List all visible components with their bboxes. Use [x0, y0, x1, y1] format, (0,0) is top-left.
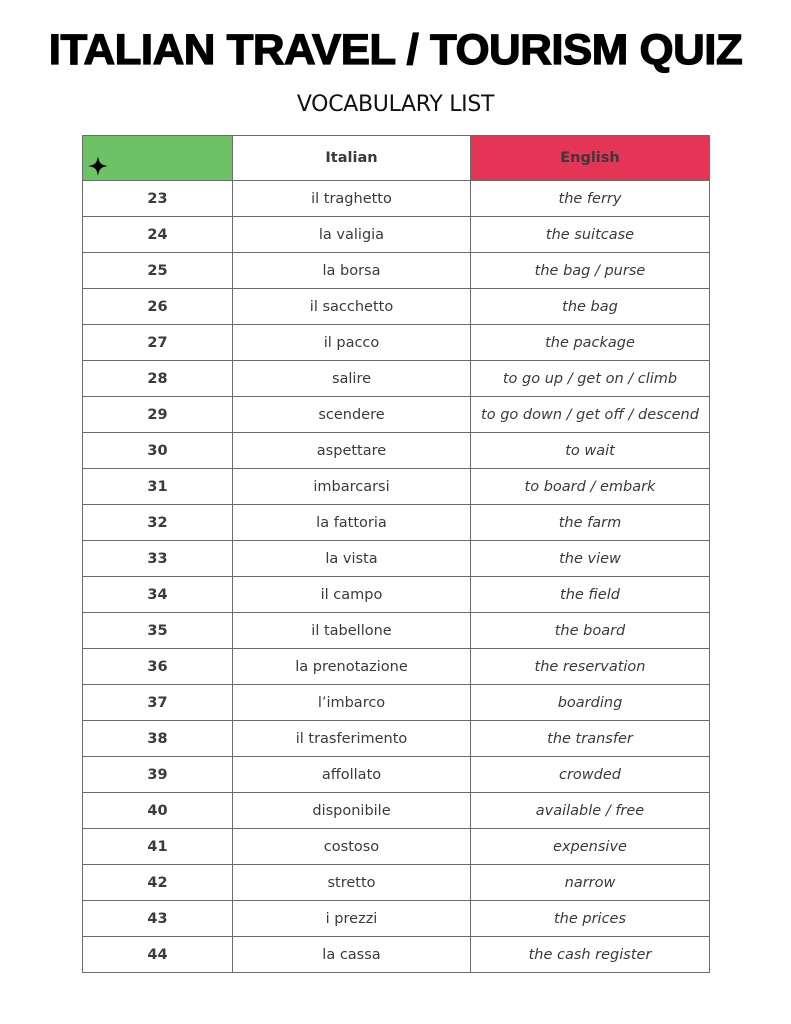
- row-number: 43: [83, 901, 233, 937]
- english-translation: to go up / get on / climb: [471, 361, 710, 397]
- english-translation: the board: [471, 613, 710, 649]
- row-number: 30: [83, 433, 233, 469]
- row-number: 24: [83, 217, 233, 253]
- italian-word: salire: [233, 361, 471, 397]
- row-number: 40: [83, 793, 233, 829]
- table-row: [83, 361, 710, 397]
- table-row: [83, 253, 710, 289]
- table-row: [83, 613, 710, 649]
- table-header-row: [83, 136, 710, 181]
- italian-word: la valigia: [233, 217, 471, 253]
- english-translation: crowded: [471, 757, 710, 793]
- italian-word: il tabellone: [233, 613, 471, 649]
- row-number: 33: [83, 541, 233, 577]
- english-translation: the bag: [471, 289, 710, 325]
- english-translation: narrow: [471, 865, 710, 901]
- english-translation: available / free: [471, 793, 710, 829]
- italian-word: il sacchetto: [233, 289, 471, 325]
- row-number: 44: [83, 937, 233, 973]
- table-row: [83, 181, 710, 217]
- row-number: 41: [83, 829, 233, 865]
- english-translation: the prices: [471, 901, 710, 937]
- italian-column-header: Italian: [233, 136, 471, 181]
- english-translation: to wait: [471, 433, 710, 469]
- row-number: 25: [83, 253, 233, 289]
- row-number: 23: [83, 181, 233, 217]
- row-number: 34: [83, 577, 233, 613]
- english-translation: to board / embark: [471, 469, 710, 505]
- english-translation: the ferry: [471, 181, 710, 217]
- page-title: ITALIAN TRAVEL / TOURISM QUIZ: [48, 26, 743, 74]
- italian-word: disponibile: [233, 793, 471, 829]
- table-row: [83, 901, 710, 937]
- table-row: [83, 577, 710, 613]
- table-row: [83, 289, 710, 325]
- english-translation: the transfer: [471, 721, 710, 757]
- italian-word: il trasferimento: [233, 721, 471, 757]
- table-row: [83, 937, 710, 973]
- row-number: 32: [83, 505, 233, 541]
- table-row: [83, 685, 710, 721]
- italian-word: affollato: [233, 757, 471, 793]
- italian-word: stretto: [233, 865, 471, 901]
- italian-word: la vista: [233, 541, 471, 577]
- row-number: 39: [83, 757, 233, 793]
- table-row: [83, 217, 710, 253]
- page-subtitle: VOCABULARY LIST: [296, 92, 495, 117]
- table-row: [83, 865, 710, 901]
- table-row: [83, 397, 710, 433]
- table-row: [83, 757, 710, 793]
- italian-word: l’imbarco: [233, 685, 471, 721]
- number-column-header: [83, 136, 233, 181]
- english-translation: boarding: [471, 685, 710, 721]
- table-row: [83, 721, 710, 757]
- english-translation: to go down / get off / descend: [471, 397, 710, 433]
- italian-word: costoso: [233, 829, 471, 865]
- english-translation: the view: [471, 541, 710, 577]
- english-translation: the package: [471, 325, 710, 361]
- italian-word: imbarcarsi: [233, 469, 471, 505]
- english-translation: the reservation: [471, 649, 710, 685]
- italian-word: il pacco: [233, 325, 471, 361]
- table-row: [83, 433, 710, 469]
- italian-word: la fattoria: [233, 505, 471, 541]
- italian-word: scendere: [233, 397, 471, 433]
- italian-word: i prezzi: [233, 901, 471, 937]
- italian-word: aspettare: [233, 433, 471, 469]
- english-translation: the suitcase: [471, 217, 710, 253]
- row-number: 37: [83, 685, 233, 721]
- row-number: 27: [83, 325, 233, 361]
- row-number: 42: [83, 865, 233, 901]
- row-number: 26: [83, 289, 233, 325]
- table-row: [83, 325, 710, 361]
- italian-word: la cassa: [233, 937, 471, 973]
- english-translation: the field: [471, 577, 710, 613]
- italian-word: la borsa: [233, 253, 471, 289]
- vocabulary-table: [82, 135, 710, 973]
- english-column-header: English: [471, 136, 710, 181]
- row-number: 29: [83, 397, 233, 433]
- italian-word: il traghetto: [233, 181, 471, 217]
- table-row: [83, 469, 710, 505]
- row-number: 35: [83, 613, 233, 649]
- row-number: 28: [83, 361, 233, 397]
- four-point-star-icon: [88, 156, 108, 176]
- row-number: 38: [83, 721, 233, 757]
- table-row: [83, 829, 710, 865]
- table-row: [83, 793, 710, 829]
- english-translation: the bag / purse: [471, 253, 710, 289]
- italian-word: il campo: [233, 577, 471, 613]
- table-row: [83, 649, 710, 685]
- row-number: 31: [83, 469, 233, 505]
- english-translation: expensive: [471, 829, 710, 865]
- table-row: [83, 541, 710, 577]
- table-row: [83, 505, 710, 541]
- english-translation: the farm: [471, 505, 710, 541]
- row-number: 36: [83, 649, 233, 685]
- italian-word: la prenotazione: [233, 649, 471, 685]
- english-translation: the cash register: [471, 937, 710, 973]
